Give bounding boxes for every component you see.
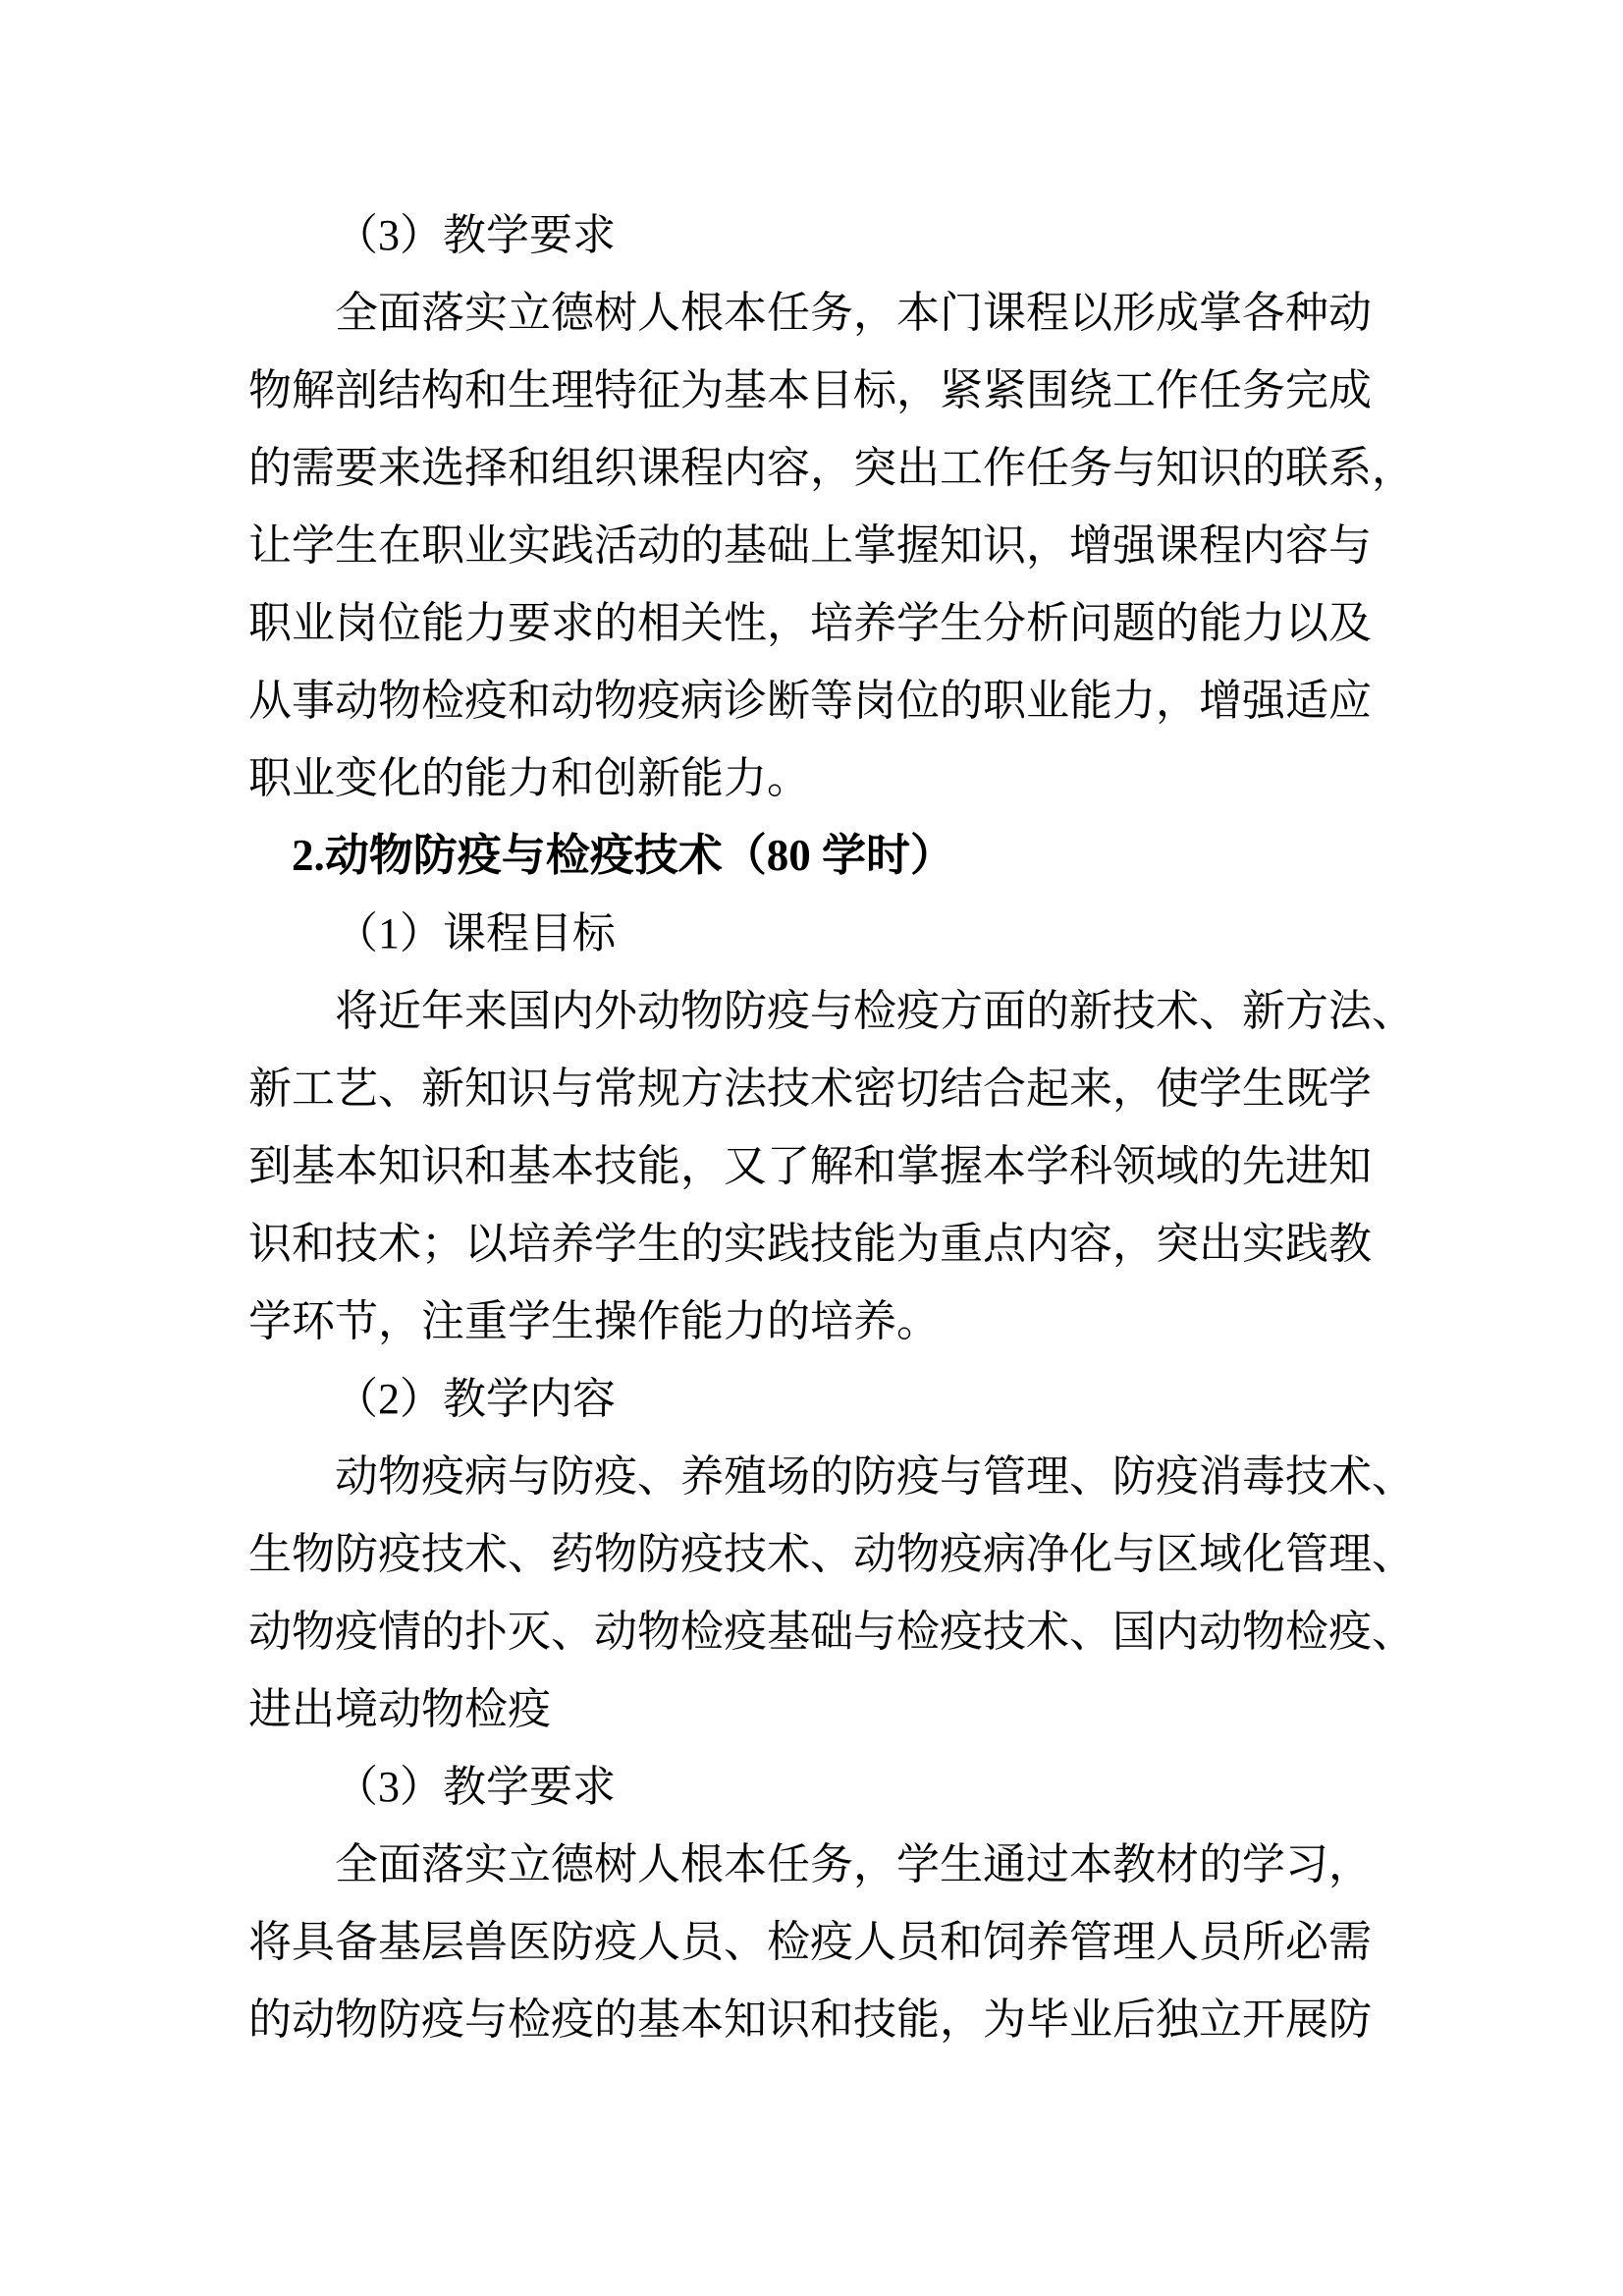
document-text-block [248,196,1415,2058]
paragraph [248,1826,1397,2058]
paragraph [248,274,1415,817]
sub-heading [248,196,1397,274]
text-line: （2）教学内容 [335,1375,616,1423]
text-line: （3）教学要求 [335,1763,616,1811]
text-line: 生物防疫技术、药物防疫技术、动物疫病净化与区域化管理、 [248,1530,1415,1578]
text-line: 动物疫情的扑灭、动物检疫基础与检疫技术、国内动物检疫、 [248,1608,1415,1656]
text-line: 动物疫病与防疫、养殖场的防疫与管理、防疫消毒技术、 [335,1452,1415,1501]
text-line: 进出境动物检疫 [248,1685,551,1733]
text-line: 职业岗位能力要求的相关性，培养学生分析问题的能力以及 [248,599,1372,647]
text-line: 学环节，注重学生操作能力的培养。 [248,1297,940,1345]
text-line: 将近年来国内外动物防疫与检疫方面的新技术、新方法、 [335,987,1415,1035]
text-line: 2.动物防疫与检疫技术（80 学时） [292,831,955,880]
sub-heading [248,1360,1397,1438]
text-line: 从事动物检疫和动物疫病诊断等岗位的职业能力，增强适应 [248,677,1372,725]
text-line: 的需要来选择和组织课程内容，突出工作任务与知识的联系， [248,444,1415,492]
text-line: 全面落实立德树人根本任务，本门课程以形成掌各种动 [335,289,1372,337]
text-line: 到基本知识和基本技能，又了解和掌握本学科领域的先进知 [248,1142,1372,1190]
text-line: （1）课程目标 [335,909,616,957]
text-line: 新工艺、新知识与常规方法技术密切结合起来，使学生既学 [248,1065,1372,1113]
text-line: （3）教学要求 [335,211,616,259]
sub-heading [248,1748,1397,1826]
text-line: 的动物防疫与检疫的基本知识和技能，为毕业后独立开展防 [248,1995,1372,2044]
text-line: 识和技术；以培养学生的实践技能为重点内容，突出实践教 [248,1220,1372,1268]
paragraph [248,972,1415,1360]
text-line: 全面落实立德树人根本任务，学生通过本教材的学习， [335,1840,1372,1888]
text-line: 将具备基层兽医防疫人员、检疫人员和饲养管理人员所必需 [248,1918,1372,1966]
paragraph [248,1438,1415,1748]
text-line: 让学生在职业实践活动的基础上掌握知识，增强课程内容与 [248,521,1372,570]
text-line: 物解剖结构和生理特征为基本目标，紧紧围绕工作任务完成 [248,366,1372,414]
sub-heading [248,895,1397,972]
section-heading [248,817,1397,895]
text-line: 职业变化的能力和创新能力。 [248,754,810,802]
